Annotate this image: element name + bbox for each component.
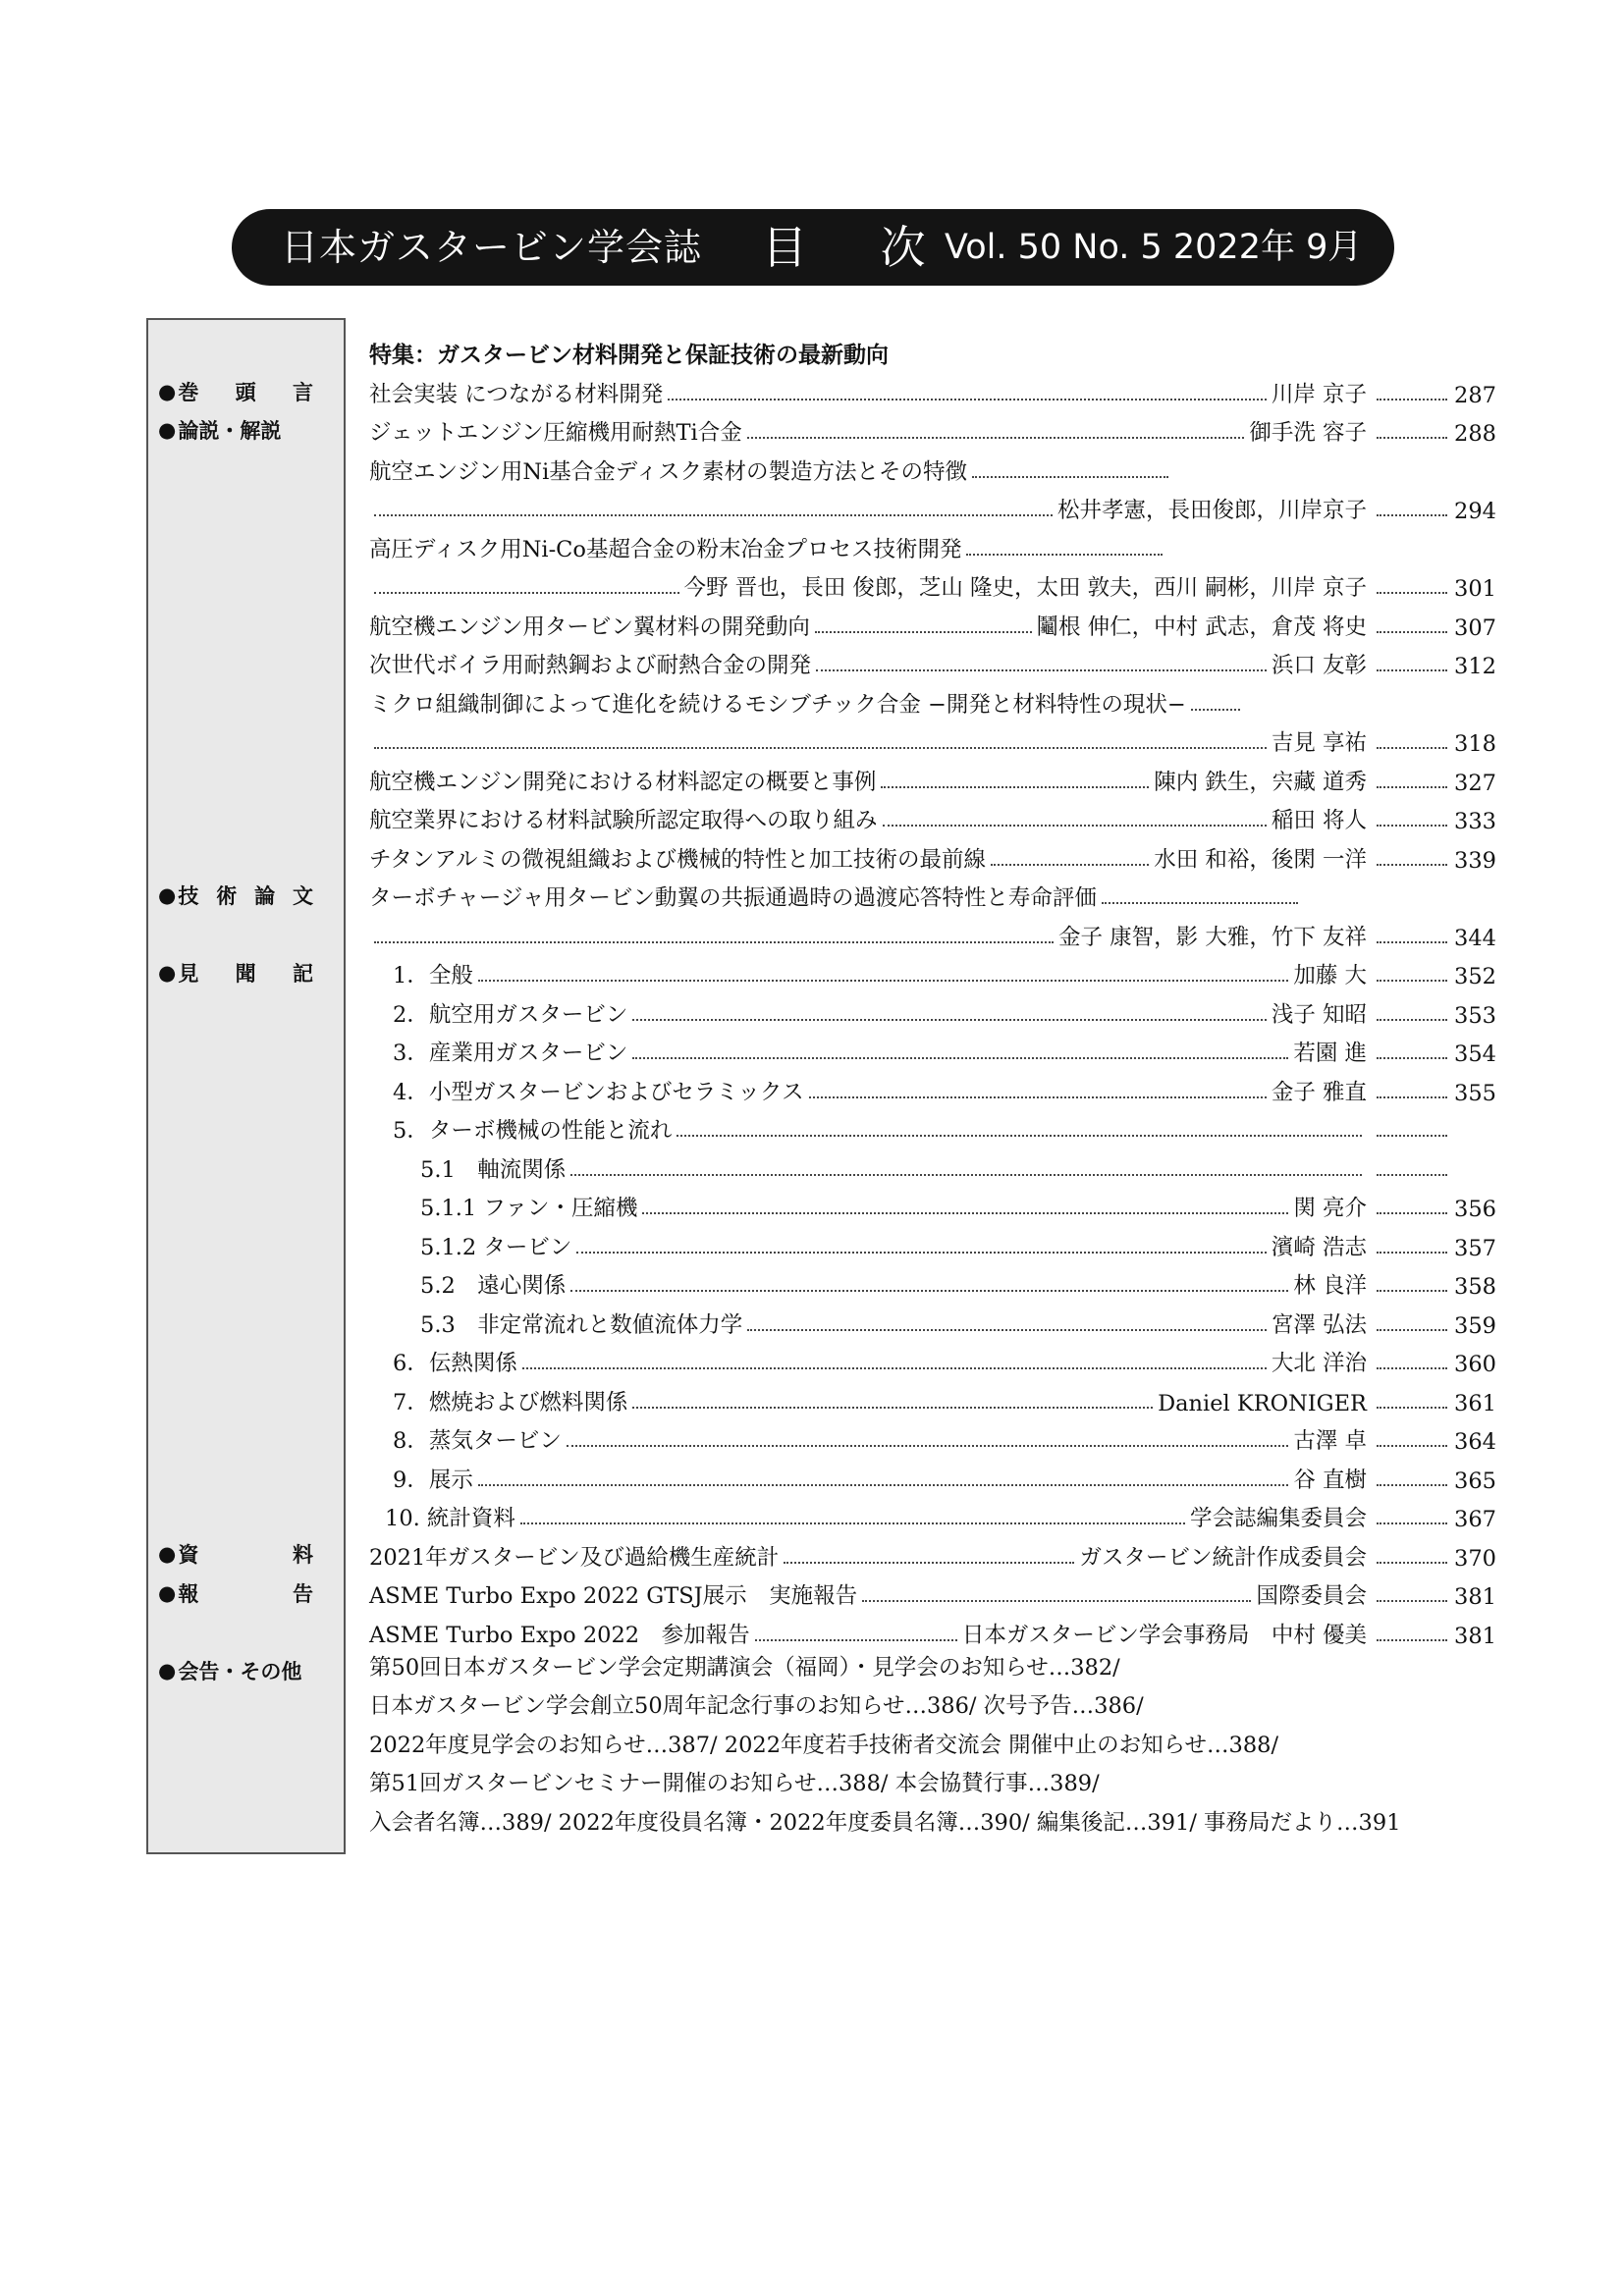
entry-authors: 今野 晋也，長田 俊郎，芝山 隆史，太田 敦夫，西川 嗣彬，川岸 京子 [683,575,1367,601]
dot-leader [576,1252,1266,1254]
entry-page: 288 [1454,421,1496,447]
page-leader [1377,1639,1447,1641]
entry-authors: 鬮根 伸仁，中村 武志，倉茂 将史 [1036,614,1367,640]
section-label-text: 巻 頭 言 [178,381,313,404]
dot-leader [747,437,1245,439]
dot-leader [570,1174,1362,1176]
toc-entry [393,952,1496,989]
entry-authors: 関 亮介 [1293,1196,1367,1221]
entry-title: 社会実装 につながる材料開発 [369,382,664,407]
page-leader [1377,747,1447,749]
entry-title: ASME Turbo Expo 2022 参加報告 [369,1623,750,1648]
toc-entry [369,759,1496,796]
entry-title: ジェットエンジン圧縮機用耐熱Ti合金 [369,420,742,446]
entry-authors: 加藤 大 [1293,963,1367,988]
toc-entry [420,1224,1496,1261]
toc-entry [385,1495,1496,1532]
entry-title: 高圧ディスク用Ni-Co基超合金の粉末冶金プロセス技術開発 [369,537,962,562]
toc-entry [369,409,1496,447]
entry-title: チタンアルミの微視組織および機械的特性と加工技術の最前線 [369,847,986,873]
dot-leader [809,1096,1267,1098]
entry-title: 5.2 遠心関係 [420,1273,567,1299]
dot-leader [478,980,1289,982]
toc-entry [393,1457,1496,1494]
page-leader [1377,864,1447,866]
entry-page: 361 [1454,1391,1496,1416]
dot-leader [374,747,1267,749]
dot-leader [632,1019,1267,1021]
entry-authors: 日本ガスタービン学会事務局 中村 優美 [961,1623,1367,1648]
entry-authors: Daniel KRONIGER [1158,1391,1367,1416]
dot-leader [972,476,1168,478]
entry-page: 312 [1454,654,1496,679]
entry-authors: 国際委員会 [1256,1583,1367,1609]
notice-line: 第51回ガスタービンセミナー開催のお知らせ…388/ 本会協賛行事…389/ [369,1771,1100,1796]
entry-page: 294 [1454,499,1496,524]
entry-page: 381 [1454,1624,1496,1649]
page-leader [1377,1484,1447,1486]
entry-authors: 水田 和裕，後閑 一洋 [1154,847,1367,873]
toc-entry [420,1302,1496,1339]
entry-page: 333 [1454,809,1496,834]
section-label-reports: ● 報 告 [158,1578,313,1608]
entry-page: 301 [1454,576,1496,602]
entry-title: 1．全般 [393,963,473,988]
entry-title: 4．小型ガスタービンおよびセラミックス [393,1080,804,1105]
entry-page: 370 [1454,1546,1496,1572]
entry-page: 352 [1454,964,1496,989]
toc-entry [393,1107,1496,1145]
dot-leader [815,631,1032,633]
toc-entry [420,1262,1496,1300]
page-leader [1377,1096,1447,1098]
entry-title: 2．航空用ガスタービン [393,1002,628,1028]
entry-title: 7．燃焼および燃料関係 [393,1390,628,1415]
entry-page: 355 [1454,1081,1496,1106]
dot-leader [784,1562,1074,1564]
page-leader [1377,437,1447,439]
dot-leader [883,825,1267,827]
entry-page: 367 [1454,1507,1496,1532]
entry-authors: 学会誌編集委員会 [1189,1506,1367,1531]
page-leader [1377,1019,1447,1021]
entry-authors: 古澤 卓 [1293,1428,1367,1454]
toc-entry [393,1030,1496,1067]
dot-leader [570,1290,1288,1292]
entry-authors: 陳内 鉄生，宍藏 道秀 [1154,770,1367,795]
notice-line: 第50回日本ガスタービン学会定期講演会（福岡）・見学会のお知らせ…382/ [369,1655,1120,1681]
dot-leader [881,786,1149,788]
entry-page: 287 [1454,383,1496,408]
page-leader [1377,1522,1447,1524]
dot-leader [862,1600,1251,1602]
dot-leader [520,1522,1185,1524]
toc-entry [369,797,1496,834]
page-leader [1377,1057,1447,1059]
entry-authors: 濱崎 浩志 [1271,1235,1367,1260]
toc-entry [393,991,1496,1029]
entry-authors: 川岸 京子 [1271,382,1367,407]
entry-title: ミクロ組織制御によって進化を続けるモシブチック合金 −開発と材料特性の現状− [369,692,1186,718]
toc-entry [393,1417,1496,1455]
entry-authors: 浅子 知昭 [1271,1002,1367,1028]
entry-authors: ガスタービン統計作成委員会 [1079,1545,1367,1571]
page-leader [1377,1252,1447,1254]
entry-title: 次世代ボイラ用耐熱鋼および耐熱合金の開発 [369,653,812,678]
entry-page: 318 [1454,731,1496,757]
page-leader [1377,825,1447,827]
section-label-foreword: ● 巻 頭 言 [158,377,313,406]
entry-title: ASME Turbo Expo 2022 GTSJ展示 実施報告 [369,1583,858,1609]
entry-authors: 若園 進 [1293,1041,1367,1066]
entry-page: 360 [1454,1352,1496,1377]
entry-title: 10. 統計資料 [385,1506,515,1531]
toc-entry [369,836,1496,874]
journal-title: 日本ガスタービン学会誌 [281,226,703,269]
entry-page: 359 [1454,1313,1496,1339]
dot-leader [747,1329,1267,1331]
dot-leader [755,1639,957,1641]
entry-authors: 宮澤 弘法 [1271,1312,1367,1338]
dot-leader [991,864,1149,866]
toc-entry [369,564,1496,602]
section-label-data: ● 資 料 [158,1539,313,1569]
page-leader [1377,592,1447,594]
entry-page: 364 [1454,1429,1496,1455]
entry-page: 381 [1454,1584,1496,1610]
entry-page: 344 [1454,926,1496,951]
entry-page: 354 [1454,1041,1496,1067]
toc-entry [393,1379,1496,1416]
page-leader [1377,1600,1447,1602]
toc-entry [369,914,1496,951]
dot-leader [374,592,679,594]
section-label-reports-travel: ● 見 聞 記 [158,958,313,988]
entry-page: 356 [1454,1197,1496,1222]
entry-page: 339 [1454,848,1496,874]
dot-leader [522,1367,1267,1369]
toc-entry [420,1185,1496,1222]
entry-authors: 浜口 友彰 [1271,653,1367,678]
entry-title: 航空業界における材料試験所認定取得への取り組み [369,808,878,833]
toc-entry [369,449,1496,486]
toc-header-banner [232,209,1394,286]
dot-leader [632,1057,1288,1059]
section-label-text: 技 術 論 文 [178,884,313,908]
entry-page: 327 [1454,771,1496,796]
entry-page: 353 [1454,1003,1496,1029]
toc-title: 目 次 [762,221,955,274]
entry-page: 358 [1454,1274,1496,1300]
dot-leader [478,1484,1289,1486]
toc-entry [369,642,1496,679]
entry-title: 航空機エンジン用タービン翼材料の開発動向 [369,614,810,640]
entry-authors: 吉見 享祐 [1271,730,1367,756]
entry-authors: 大北 洋治 [1271,1351,1367,1376]
notice-line: 日本ガスタービン学会創立50周年記念行事のお知らせ…386/ 次号予告…386/ [369,1693,1144,1719]
dot-leader [668,399,1267,400]
entry-authors: 稲田 将人 [1271,808,1367,833]
toc-entry [393,1340,1496,1377]
page-leader [1377,399,1447,400]
entry-title: 5．ターボ機械の性能と流れ [393,1118,673,1144]
section-label-technical-papers: ● 技 術 論 文 [158,881,313,910]
toc-entry [420,1147,1496,1184]
dot-leader [642,1212,1288,1214]
toc-entry [369,1573,1496,1610]
entry-title: 航空エンジン用Ni基合金ディスク素材の製造方法とその特徴 [369,459,967,485]
toc-entry [369,720,1496,757]
page-leader [1377,1562,1447,1564]
page-leader [1377,669,1447,671]
page-leader [1377,1329,1447,1331]
page-leader [1377,631,1447,633]
entry-title: 6．伝熱関係 [393,1351,517,1376]
entry-page: 307 [1454,615,1496,641]
page-leader [1377,980,1447,982]
entry-authors: 松井孝憲，長田俊郎，川岸京子 [1056,498,1367,523]
section-label-reviews: ● 論説・解説 [158,415,313,445]
entry-title: ターボチャージャ用タービン動翼の共振通過時の過渡応答特性と寿命評価 [369,885,1097,911]
dot-leader [1191,709,1240,711]
entry-authors: 林 良洋 [1293,1273,1367,1299]
dot-leader [1102,902,1298,904]
special-feature-title: 特集：ガスタービン材料開発と保証技術の最新動向 [369,343,889,368]
dot-leader [677,1135,1362,1137]
toc-entry [369,371,1496,408]
page-leader [1377,1135,1447,1137]
section-label-text: 報 告 [178,1582,313,1606]
section-label-text: 論説・解説 [178,419,282,443]
entry-title: 3．産業用ガスタービン [393,1041,628,1066]
page-leader [1377,514,1447,516]
toc-entry [369,487,1496,524]
page-leader [1377,786,1447,788]
entry-title: 2021年ガスタービン及び過給機生産統計 [369,1545,780,1571]
notice-line: 入会者名簿…389/ 2022年度役員名簿・2022年度委員名簿…390/ 編集後記…391/ 事務局だより…391 [369,1810,1401,1836]
entry-title: 8．蒸気タービン [393,1428,562,1454]
toc-entry [369,875,1496,912]
toc-entry [369,604,1496,641]
page-leader [1377,1367,1447,1369]
dot-leader [374,514,1053,516]
entry-title: 5.1.2 タービン [420,1235,572,1260]
entry-authors: 金子 雅直 [1271,1080,1367,1105]
page-leader [1377,1445,1447,1447]
page-leader [1377,941,1447,943]
entry-authors: 金子 康智，影 大雅，竹下 友祥 [1058,925,1367,950]
section-label-text: 見 聞 記 [178,962,313,986]
entry-authors: 谷 直樹 [1293,1468,1367,1493]
dot-leader [632,1407,1153,1409]
toc-entry [369,681,1496,719]
dot-leader [816,669,1267,671]
page-leader [1377,1407,1447,1409]
page-leader [1377,1290,1447,1292]
entry-title: 5.3 非定常流れと数値流体力学 [420,1312,743,1338]
page-leader [1377,1174,1447,1176]
page-leader [1377,1212,1447,1214]
section-label-text: 会告・その他 [178,1660,302,1683]
entry-authors: 御手洗 容子 [1249,420,1367,446]
section-label-text: 資 料 [178,1543,313,1567]
notice-line: 2022年度見学会のお知らせ…387/ 2022年度若手技術者交流会 開催中止のお知らせ…388/ [369,1733,1279,1758]
toc-entry [369,526,1496,563]
toc-entry [393,1069,1496,1106]
toc-entry [369,1534,1496,1572]
section-sidebar [146,318,346,1854]
dot-leader [567,1445,1289,1447]
entry-title: 航空機エンジン開発における材料認定の概要と事例 [369,770,877,795]
entry-title: 5.1.1 ファン・圧縮機 [420,1196,638,1221]
dot-leader [374,941,1054,943]
toc-entry [369,1612,1496,1649]
entry-page: 357 [1454,1236,1496,1261]
volume-info: Vol. 50 No. 5 2022年 9月 [945,228,1363,267]
section-label-notices: ● 会告・その他 [158,1656,313,1685]
entry-title: 5.1 軸流関係 [420,1157,567,1183]
entry-title: 9．展示 [393,1468,473,1493]
entry-page: 365 [1454,1468,1496,1494]
dot-leader [966,554,1163,556]
